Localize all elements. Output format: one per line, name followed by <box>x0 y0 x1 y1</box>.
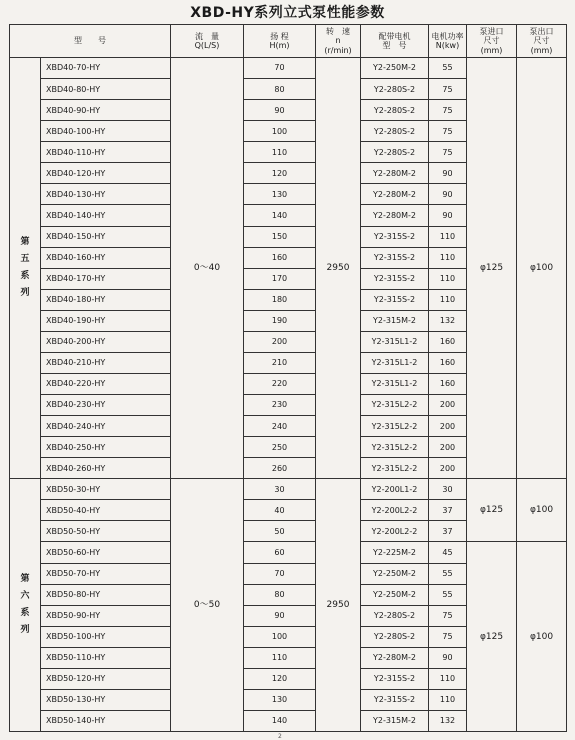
table-row <box>10 479 567 500</box>
table-body <box>10 58 567 732</box>
model-cell: XBD40-240-HY <box>41 416 171 437</box>
model-cell: XBD40-80-HY <box>41 79 171 100</box>
motor-cell: Y2-250M-2 <box>361 58 429 79</box>
power-cell: 132 <box>429 310 467 331</box>
head-cell: 70 <box>244 58 316 79</box>
model-cell: XBD40-220-HY <box>41 373 171 394</box>
power-cell: 75 <box>429 605 467 626</box>
series-name <box>10 58 41 479</box>
motor-cell: Y2-225M-2 <box>361 542 429 563</box>
model-cell: XBD40-160-HY <box>41 247 171 268</box>
header-inlet-sub: 尺寸 <box>483 36 500 46</box>
head-cell: 230 <box>244 395 316 416</box>
table-row <box>10 542 567 563</box>
pump-spec-table <box>9 24 567 732</box>
motor-cell: Y2-315L2-2 <box>361 416 429 437</box>
motor-cell: Y2-315S-2 <box>361 226 429 247</box>
head-cell: 170 <box>244 268 316 289</box>
series-name-char: 第 <box>20 573 30 584</box>
power-cell: 132 <box>429 710 467 731</box>
model-cell: XBD50-100-HY <box>41 626 171 647</box>
model-cell: XBD50-110-HY <box>41 647 171 668</box>
model-cell: XBD40-190-HY <box>41 310 171 331</box>
head-cell: 200 <box>244 331 316 352</box>
motor-cell: Y2-280M-2 <box>361 184 429 205</box>
power-cell: 75 <box>429 79 467 100</box>
model-cell: XBD40-180-HY <box>41 289 171 310</box>
head-cell: 120 <box>244 163 316 184</box>
series-name-char: 六 <box>20 591 30 602</box>
model-cell: XBD40-130-HY <box>41 184 171 205</box>
head-cell: 90 <box>244 605 316 626</box>
inlet-cell: φ125 <box>467 479 517 542</box>
header-speed <box>316 25 361 58</box>
model-cell: XBD40-100-HY <box>41 121 171 142</box>
header-flow-unit: Q(L/S) <box>194 41 220 50</box>
header-inlet-unit: (mm) <box>480 45 503 55</box>
motor-cell: Y2-250M-2 <box>361 563 429 584</box>
motor-cell: Y2-280S-2 <box>361 142 429 163</box>
head-cell: 210 <box>244 352 316 373</box>
power-cell: 110 <box>429 226 467 247</box>
power-cell: 200 <box>429 395 467 416</box>
motor-cell: Y2-315S-2 <box>361 247 429 268</box>
power-cell: 37 <box>429 500 467 521</box>
model-cell: XBD40-120-HY <box>41 163 171 184</box>
header-model-label: 型 号 <box>74 36 106 46</box>
header-power-unit: N(kw) <box>435 41 460 50</box>
motor-cell: Y2-315M-2 <box>361 710 429 731</box>
speed-cell: 2950 <box>316 58 361 479</box>
header-inlet-label: 泵进口 <box>479 27 504 37</box>
power-cell: 90 <box>429 647 467 668</box>
head-cell: 70 <box>244 563 316 584</box>
head-cell: 110 <box>244 647 316 668</box>
head-cell: 160 <box>244 247 316 268</box>
series-name-char: 五 <box>20 254 30 265</box>
motor-cell: Y2-315L1-2 <box>361 373 429 394</box>
motor-cell: Y2-315S-2 <box>361 289 429 310</box>
model-cell: XBD40-110-HY <box>41 142 171 163</box>
power-cell: 75 <box>429 121 467 142</box>
model-cell: XBD40-70-HY <box>41 58 171 79</box>
motor-cell: Y2-315L2-2 <box>361 437 429 458</box>
motor-cell: Y2-200L2-2 <box>361 500 429 521</box>
head-cell: 100 <box>244 626 316 647</box>
head-cell: 100 <box>244 121 316 142</box>
head-cell: 80 <box>244 584 316 605</box>
model-cell: XBD50-50-HY <box>41 521 171 542</box>
head-cell: 90 <box>244 100 316 121</box>
model-cell: XBD50-140-HY <box>41 710 171 731</box>
power-cell: 75 <box>429 142 467 163</box>
power-cell: 200 <box>429 458 467 479</box>
outlet-cell: φ100 <box>517 58 567 479</box>
header-power-label: 电机功率 <box>431 31 464 41</box>
inlet-cell: φ125 <box>467 542 517 732</box>
power-cell: 55 <box>429 563 467 584</box>
model-cell: XBD50-60-HY <box>41 542 171 563</box>
model-cell: XBD40-210-HY <box>41 352 171 373</box>
head-cell: 260 <box>244 458 316 479</box>
header-motor <box>361 25 429 58</box>
head-cell: 40 <box>244 500 316 521</box>
model-cell: XBD50-130-HY <box>41 689 171 710</box>
power-cell: 55 <box>429 58 467 79</box>
header-power <box>429 25 467 58</box>
series-name-char: 第 <box>20 236 30 247</box>
model-cell: XBD40-90-HY <box>41 100 171 121</box>
model-cell: XBD50-40-HY <box>41 500 171 521</box>
flow-cell: 0～40 <box>171 58 244 479</box>
flow-cell: 0～50 <box>171 479 244 732</box>
power-cell: 90 <box>429 184 467 205</box>
motor-cell: Y2-280S-2 <box>361 79 429 100</box>
head-cell: 250 <box>244 437 316 458</box>
head-cell: 50 <box>244 521 316 542</box>
header-speed-label: 转 速 <box>326 27 350 37</box>
power-cell: 45 <box>429 542 467 563</box>
head-cell: 130 <box>244 184 316 205</box>
outlet-cell: φ100 <box>517 542 567 732</box>
model-cell: XBD50-80-HY <box>41 584 171 605</box>
series-name-char: 列 <box>20 288 30 299</box>
header-motor-model-label: 型 号 <box>382 41 407 50</box>
head-cell: 180 <box>244 289 316 310</box>
head-cell: 130 <box>244 689 316 710</box>
power-cell: 110 <box>429 289 467 310</box>
power-cell: 90 <box>429 205 467 226</box>
model-cell: XBD50-90-HY <box>41 605 171 626</box>
header-outlet-unit: (mm) <box>530 45 553 55</box>
header-motor-label: 配带电机 <box>378 31 411 41</box>
header-outlet-sub: 尺寸 <box>533 36 550 46</box>
header-row <box>10 25 567 58</box>
head-cell: 30 <box>244 479 316 500</box>
power-cell: 160 <box>429 373 467 394</box>
series-name-char: 系 <box>20 608 30 619</box>
motor-cell: Y2-315L1-2 <box>361 352 429 373</box>
power-cell: 200 <box>429 437 467 458</box>
motor-cell: Y2-315L1-2 <box>361 331 429 352</box>
header-outlet-label: 泵出口 <box>529 27 554 37</box>
motor-cell: Y2-280S-2 <box>361 100 429 121</box>
motor-cell: Y2-315S-2 <box>361 268 429 289</box>
motor-cell: Y2-315M-2 <box>361 310 429 331</box>
page-title: XBD-HY系列立式泵性能参数 <box>190 5 385 21</box>
header-head <box>244 25 316 58</box>
motor-cell: Y2-280S-2 <box>361 605 429 626</box>
motor-cell: Y2-315L2-2 <box>361 395 429 416</box>
power-cell: 30 <box>429 479 467 500</box>
head-cell: 220 <box>244 373 316 394</box>
header-outlet <box>517 25 567 58</box>
series-name-char: 列 <box>20 625 30 636</box>
series-name <box>10 479 41 732</box>
model-cell: XBD40-170-HY <box>41 268 171 289</box>
head-cell: 120 <box>244 668 316 689</box>
head-cell: 60 <box>244 542 316 563</box>
motor-cell: Y2-315S-2 <box>361 689 429 710</box>
outlet-cell: φ100 <box>517 479 567 542</box>
head-cell: 240 <box>244 416 316 437</box>
header-speed-unit: (r/min) <box>324 45 352 55</box>
speed-cell: 2950 <box>316 479 361 732</box>
power-cell: 160 <box>429 352 467 373</box>
motor-cell: Y2-280S-2 <box>361 626 429 647</box>
page-number: 2 <box>278 733 282 740</box>
motor-cell: Y2-280S-2 <box>361 121 429 142</box>
header-speed-symbol: n <box>335 36 341 46</box>
model-cell: XBD50-30-HY <box>41 479 171 500</box>
model-cell: XBD50-70-HY <box>41 563 171 584</box>
head-cell: 80 <box>244 79 316 100</box>
model-cell: XBD50-120-HY <box>41 668 171 689</box>
motor-cell: Y2-280M-2 <box>361 647 429 668</box>
header-flow <box>171 25 244 58</box>
model-cell: XBD40-230-HY <box>41 395 171 416</box>
motor-cell: Y2-200L1-2 <box>361 479 429 500</box>
table-row <box>10 58 567 79</box>
motor-cell: Y2-280M-2 <box>361 205 429 226</box>
header-model <box>10 25 171 58</box>
power-cell: 110 <box>429 268 467 289</box>
power-cell: 110 <box>429 247 467 268</box>
inlet-cell: φ125 <box>467 58 517 479</box>
motor-cell: Y2-200L2-2 <box>361 521 429 542</box>
motor-cell: Y2-280M-2 <box>361 163 429 184</box>
head-cell: 140 <box>244 710 316 731</box>
power-cell: 110 <box>429 689 467 710</box>
power-cell: 200 <box>429 416 467 437</box>
model-cell: XBD40-200-HY <box>41 331 171 352</box>
header-head-unit: H(m) <box>269 41 290 50</box>
power-cell: 160 <box>429 331 467 352</box>
power-cell: 110 <box>429 668 467 689</box>
head-cell: 150 <box>244 226 316 247</box>
power-cell: 75 <box>429 100 467 121</box>
motor-cell: Y2-315L2-2 <box>361 458 429 479</box>
motor-cell: Y2-315S-2 <box>361 668 429 689</box>
series-name-char: 系 <box>20 271 30 282</box>
model-cell: XBD40-140-HY <box>41 205 171 226</box>
header-inlet <box>467 25 517 58</box>
model-cell: XBD40-150-HY <box>41 226 171 247</box>
motor-cell: Y2-250M-2 <box>361 584 429 605</box>
model-cell: XBD40-250-HY <box>41 437 171 458</box>
head-cell: 140 <box>244 205 316 226</box>
header-head-label: 扬 程 <box>270 31 289 41</box>
power-cell: 55 <box>429 584 467 605</box>
power-cell: 37 <box>429 521 467 542</box>
head-cell: 110 <box>244 142 316 163</box>
head-cell: 190 <box>244 310 316 331</box>
header-flow-label: 流 量 <box>195 31 219 41</box>
model-cell: XBD40-260-HY <box>41 458 171 479</box>
power-cell: 90 <box>429 163 467 184</box>
power-cell: 75 <box>429 626 467 647</box>
